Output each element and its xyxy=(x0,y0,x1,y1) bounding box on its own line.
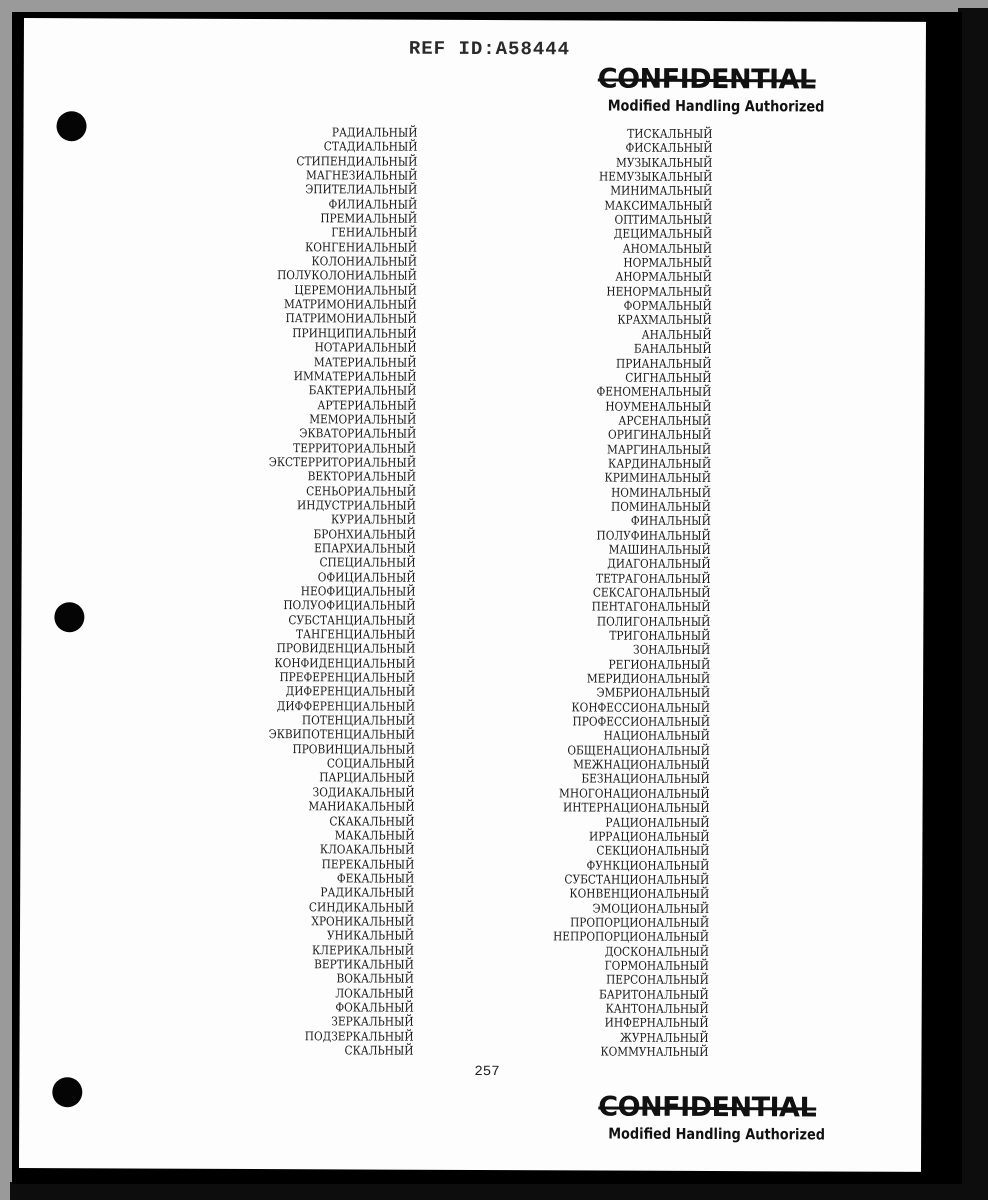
word-entry: ХРОНИКАЛЬНЫЙ xyxy=(311,914,415,929)
word-entry: ПОЛУФИНАЛЬНЫЙ xyxy=(596,528,711,543)
word-entry: СИНДИКАЛЬНЫЙ xyxy=(308,899,415,915)
word-entry: РЕГИОНАЛЬНЫЙ xyxy=(608,657,711,672)
word-entry: ПЕРСОНАЛЬНЫЙ xyxy=(606,972,709,988)
word-entry: МЕМОРИАЛЬНЫЙ xyxy=(309,412,417,427)
word-entry: ИРРАЦИОНАЛЬНЫЙ xyxy=(588,829,710,844)
word-entry: ПРОВИДЕНЦИАЛЬНЫЙ xyxy=(276,641,416,657)
word-entry: ГОРМОНАЛЬНЫЙ xyxy=(604,958,709,973)
punch-hole-top xyxy=(56,111,86,141)
word-entry: ДИФЕРЕНЦИАЛЬНЫЙ xyxy=(285,684,416,700)
word-entry: КУРИАЛЬНЫЙ xyxy=(330,512,416,527)
word-entry: ДОСКОНАЛЬНЫЙ xyxy=(604,944,709,959)
word-entry: СТАДИАЛЬНЫЙ xyxy=(323,139,418,155)
scan-edge-right xyxy=(958,8,988,1200)
word-entry: ПАТРИМОНИАЛЬНЫЙ xyxy=(285,311,417,327)
word-entry: РАДИАЛЬНЫЙ xyxy=(331,125,418,140)
word-entry: МАНИАКАЛЬНЫЙ xyxy=(308,799,415,814)
word-entry: АНОМАЛЬНЫЙ xyxy=(622,241,713,256)
word-entry: КРИМИНАЛЬНЫЙ xyxy=(604,470,712,486)
word-entry: ЭМОЦИОНАЛЬНЫЙ xyxy=(592,901,710,916)
word-entry: БРОНХИАЛЬНЫЙ xyxy=(313,526,416,542)
word-entry: МАКАЛЬНЫЙ xyxy=(334,828,415,843)
word-entry: МУЗЫКАЛЬНЫЙ xyxy=(616,155,713,170)
word-entry: КОНГЕНИАЛЬНЫЙ xyxy=(305,239,418,255)
word-entry: ИНТЕРНАЦИОНАЛЬНЫЙ xyxy=(563,800,710,816)
word-entry: ДИФФЕРЕНЦИАЛЬНЫЙ xyxy=(276,698,416,714)
word-entry: ВЕРТИКАЛЬНЫЙ xyxy=(314,957,414,972)
word-entry: СИГНАЛЬНЫЙ xyxy=(625,370,712,385)
stamp-classification: CONFIDENTIAL xyxy=(597,63,816,96)
word-entry: ЭКВАТОРИАЛЬНЫЙ xyxy=(299,426,417,441)
word-entry: ЖУРНАЛЬНЫЙ xyxy=(619,1030,709,1045)
word-entry: МНОГОНАЦИОНАЛЬНЫЙ xyxy=(559,786,710,801)
word-entry: КАРДИНАЛЬНЫЙ xyxy=(608,456,712,471)
word-entry: НАЦИОНАЛЬНЫЙ xyxy=(603,728,710,744)
word-entry: МЕЖНАЦИОНАЛЬНЫЙ xyxy=(573,757,710,773)
word-entry: МЕРИДИОНАЛЬНЫЙ xyxy=(586,671,711,687)
word-column-right xyxy=(499,126,712,1059)
word-entry: ЗОНАЛЬНЫЙ xyxy=(633,643,711,658)
word-entry: БАРИТОНАЛЬНЫЙ xyxy=(598,987,709,1002)
word-entry: ЭМБРИОНАЛЬНЫЙ xyxy=(596,685,711,701)
word-entry: ПОЛИГОНАЛЬНЫЙ xyxy=(596,614,711,629)
word-entry: ПОЛУОФИЦИАЛЬНЫЙ xyxy=(283,598,416,614)
word-entry: СУБСТАНЦИОНАЛЬНЫЙ xyxy=(564,872,710,887)
word-entry: ОБЩЕНАЦИОНАЛЬНЫЙ xyxy=(567,743,710,758)
word-entry: НЕНОРМАЛЬНЫЙ xyxy=(606,284,712,299)
word-entry: МАКСИМАЛЬНЫЙ xyxy=(604,198,713,213)
word-entry: ФЕНОМЕНАЛЬНЫЙ xyxy=(596,384,712,400)
word-entry: ФИСКАЛЬНЫЙ xyxy=(625,140,713,156)
word-entry: ПРОФЕССИОНАЛЬНЫЙ xyxy=(572,714,710,730)
stamp-handling-note: Modified Handling Authorized xyxy=(607,96,825,116)
paper-sheet xyxy=(19,18,926,1172)
word-entry: МАТРИМОНИАЛЬНЫЙ xyxy=(283,297,417,312)
word-entry: СПЕЦИАЛЬНЫЙ xyxy=(319,555,416,571)
word-entry: ФЕКАЛЬНЫЙ xyxy=(336,871,415,886)
word-entry: НОУМЕНАЛЬНЫЙ xyxy=(605,399,712,414)
word-entry: ПРИАНАЛЬНЫЙ xyxy=(616,356,712,371)
word-entry: ОРИГИНАЛЬНЫЙ xyxy=(608,427,712,443)
word-entry: ТАНГЕНЦИАЛЬНЫЙ xyxy=(295,627,416,642)
confidential-stamp-top xyxy=(592,63,825,116)
word-entry: ГЕНИАЛЬНЫЙ xyxy=(331,225,418,241)
word-entry: ЗЕРКАЛЬНЫЙ xyxy=(331,1014,414,1030)
word-entry: ЕПАРХИАЛЬНЫЙ xyxy=(314,541,416,556)
word-entry: БАКТЕРИАЛЬНЫЙ xyxy=(308,383,417,398)
word-column-left xyxy=(199,125,417,1058)
word-entry: АРТЕРИАЛЬНЫЙ xyxy=(317,397,417,413)
word-entry: ПОМИНАЛЬНЫЙ xyxy=(611,499,711,514)
word-entry: СКАЛЬНЫЙ xyxy=(344,1043,414,1058)
word-entry: АНАЛЬНЫЙ xyxy=(641,327,712,342)
word-entry: УНИКАЛЬНЫЙ xyxy=(327,928,415,943)
word-entry: ИММАТЕРИАЛЬНЫЙ xyxy=(293,369,417,384)
word-entry: НЕМУЗЫКАЛЬНЫЙ xyxy=(599,169,713,185)
word-entry: ЗОДИАКАЛЬНЫЙ xyxy=(312,785,415,800)
word-entry: РАЦИОНАЛЬНЫЙ xyxy=(605,815,710,830)
confidential-stamp-bottom xyxy=(592,1091,825,1144)
word-entry: АНОРМАЛЬНЫЙ xyxy=(615,270,712,285)
word-entry: СЕКСАГОНАЛЬНЫЙ xyxy=(592,585,711,601)
word-entry: ФОКАЛЬНЫЙ xyxy=(335,1000,414,1015)
word-entry: ТИСКАЛЬНЫЙ xyxy=(627,126,713,142)
word-entry: КОНФЕССИОНАЛЬНЫЙ xyxy=(571,700,711,715)
word-entry: МАГНЕЗИАЛЬНЫЙ xyxy=(306,168,418,183)
word-entry: ЭКВИПОТЕНЦИАЛЬНЫЙ xyxy=(268,727,415,743)
stamp-classification: CONFIDENTIAL xyxy=(598,1091,817,1124)
word-entry: ДЕЦИМАЛЬНЫЙ xyxy=(613,226,713,242)
word-entry: НОРМАЛЬНЫЙ xyxy=(623,255,712,271)
word-entry: КОММУНАЛЬНЫЙ xyxy=(600,1044,709,1059)
word-entry: КЛОАКАЛЬНЫЙ xyxy=(319,842,415,857)
word-entry: СЕКЦИОНАЛЬНЫЙ xyxy=(596,843,710,859)
word-entry: ЭКСТЕРРИТОРИАЛЬНЫЙ xyxy=(268,454,417,470)
word-entry: КОЛОНИАЛЬНЫЙ xyxy=(311,254,417,269)
reference-id: REF ID:A58444 xyxy=(408,37,571,61)
word-entry: ПРИНЦИПИАЛЬНЫЙ xyxy=(292,325,417,341)
word-entry: ЦЕРЕМОНИАЛЬНЫЙ xyxy=(294,282,417,298)
word-entry: ОФИЦИАЛЬНЫЙ xyxy=(317,569,416,585)
word-entry: ЭПИТЕЛИАЛЬНЫЙ xyxy=(305,182,418,198)
word-entry: СОЦИАЛЬНЫЙ xyxy=(326,756,415,771)
word-entry: СТИПЕНДИАЛЬНЫЙ xyxy=(296,153,418,169)
word-entry: ДИАГОНАЛЬНЫЙ xyxy=(607,556,711,572)
stamp-handling-note: Modified Handling Authorized xyxy=(608,1124,825,1144)
word-entry: БАНАЛЬНЫЙ xyxy=(633,341,712,357)
word-entry: ТЕТРАГОНАЛЬНЫЙ xyxy=(596,571,711,586)
word-entry: ФУНКЦИОНАЛЬНЫЙ xyxy=(586,857,710,873)
word-entry: ПЕНТАГОНАЛЬНЫЙ xyxy=(591,599,711,615)
word-entry: КАНТОНАЛЬНЫЙ xyxy=(605,1001,709,1016)
word-entry: ПЕРЕКАЛЬНЫЙ xyxy=(321,856,415,872)
word-entry: КРАХМАЛЬНЫЙ xyxy=(617,313,712,328)
word-entry: НОМИНАЛЬНЫЙ xyxy=(611,485,711,500)
word-entry: АРСЕНАЛЬНЫЙ xyxy=(618,413,712,428)
word-entry: ФИЛИАЛЬНЫЙ xyxy=(328,197,418,212)
word-entry: ОПТИМАЛЬНЫЙ xyxy=(614,212,713,228)
word-entry: НОТАРИАЛЬНЫЙ xyxy=(314,340,417,355)
word-entry: МИНИМАЛЬНЫЙ xyxy=(610,183,713,199)
word-entry: КОНФИДЕНЦИАЛЬНЫЙ xyxy=(274,655,416,671)
word-entry: ФОРМАЛЬНЫЙ xyxy=(623,298,712,314)
word-entry: СЕНЬОРИАЛЬНЫЙ xyxy=(306,483,416,499)
word-entry: БЕЗНАЦИОНАЛЬНЫЙ xyxy=(581,771,710,787)
word-entry: ВЕКТОРИАЛЬНЫЙ xyxy=(307,469,417,484)
word-entry: ТЕРРИТОРИАЛЬНЫЙ xyxy=(293,440,417,456)
word-entry: ПРОПОРЦИОНАЛЬНЫЙ xyxy=(570,915,710,930)
word-entry: ФИНАЛЬНЫЙ xyxy=(630,513,711,529)
word-entry: ПРЕМИАЛЬНЫЙ xyxy=(320,211,418,226)
word-entry: ПАРЦИАЛЬНЫЙ xyxy=(319,770,415,786)
word-entry: РАДИКАЛЬНЫЙ xyxy=(320,885,415,900)
word-entry: ПРОВИНЦИАЛЬНЫЙ xyxy=(292,741,415,757)
word-entry: ВОКАЛЬНЫЙ xyxy=(336,971,414,986)
word-entry: КОНВЕНЦИОНАЛЬНЫЙ xyxy=(569,886,710,902)
word-entry: СУБСТАНЦИАЛЬНЫЙ xyxy=(288,612,416,628)
punch-hole-bottom xyxy=(52,1077,82,1107)
word-entry: ПОТЕНЦИАЛЬНЫЙ xyxy=(301,713,415,728)
word-entry: МАРГИНАЛЬНЫЙ xyxy=(607,442,712,457)
word-entry: ИНФЕРНАЛЬНЫЙ xyxy=(604,1015,709,1031)
word-entry: НЕОФИЦИАЛЬНЫЙ xyxy=(300,584,416,599)
word-entry: ПОЛУКОЛОНИАЛЬНЫЙ xyxy=(277,268,417,284)
word-entry: КЛЕРИКАЛЬНЫЙ xyxy=(311,942,414,958)
scan-edge-bottom xyxy=(10,1182,988,1200)
word-entry: ТРИГОНАЛЬНЫЙ xyxy=(609,628,711,644)
word-entry: ПРЕФЕРЕНЦИАЛЬНЫЙ xyxy=(279,670,416,685)
scanned-page xyxy=(12,12,962,1184)
word-entry: ИНДУСТРИАЛЬНЫЙ xyxy=(297,498,416,513)
word-entry: НЕПРОПОРЦИОНАЛЬНЫЙ xyxy=(553,929,710,945)
page-number: 257 xyxy=(474,1063,500,1081)
word-entry: ПОДЗЕРКАЛЬНЫЙ xyxy=(304,1028,414,1044)
word-entry: МАТЕРИАЛЬНЫЙ xyxy=(313,354,417,370)
punch-hole-middle xyxy=(54,602,84,632)
word-entry: ЛОКАЛЬНЫЙ xyxy=(335,985,414,1001)
word-entry: МАШИНАЛЬНЫЙ xyxy=(608,542,711,557)
word-entry: СКАКАЛЬНЫЙ xyxy=(329,813,415,829)
